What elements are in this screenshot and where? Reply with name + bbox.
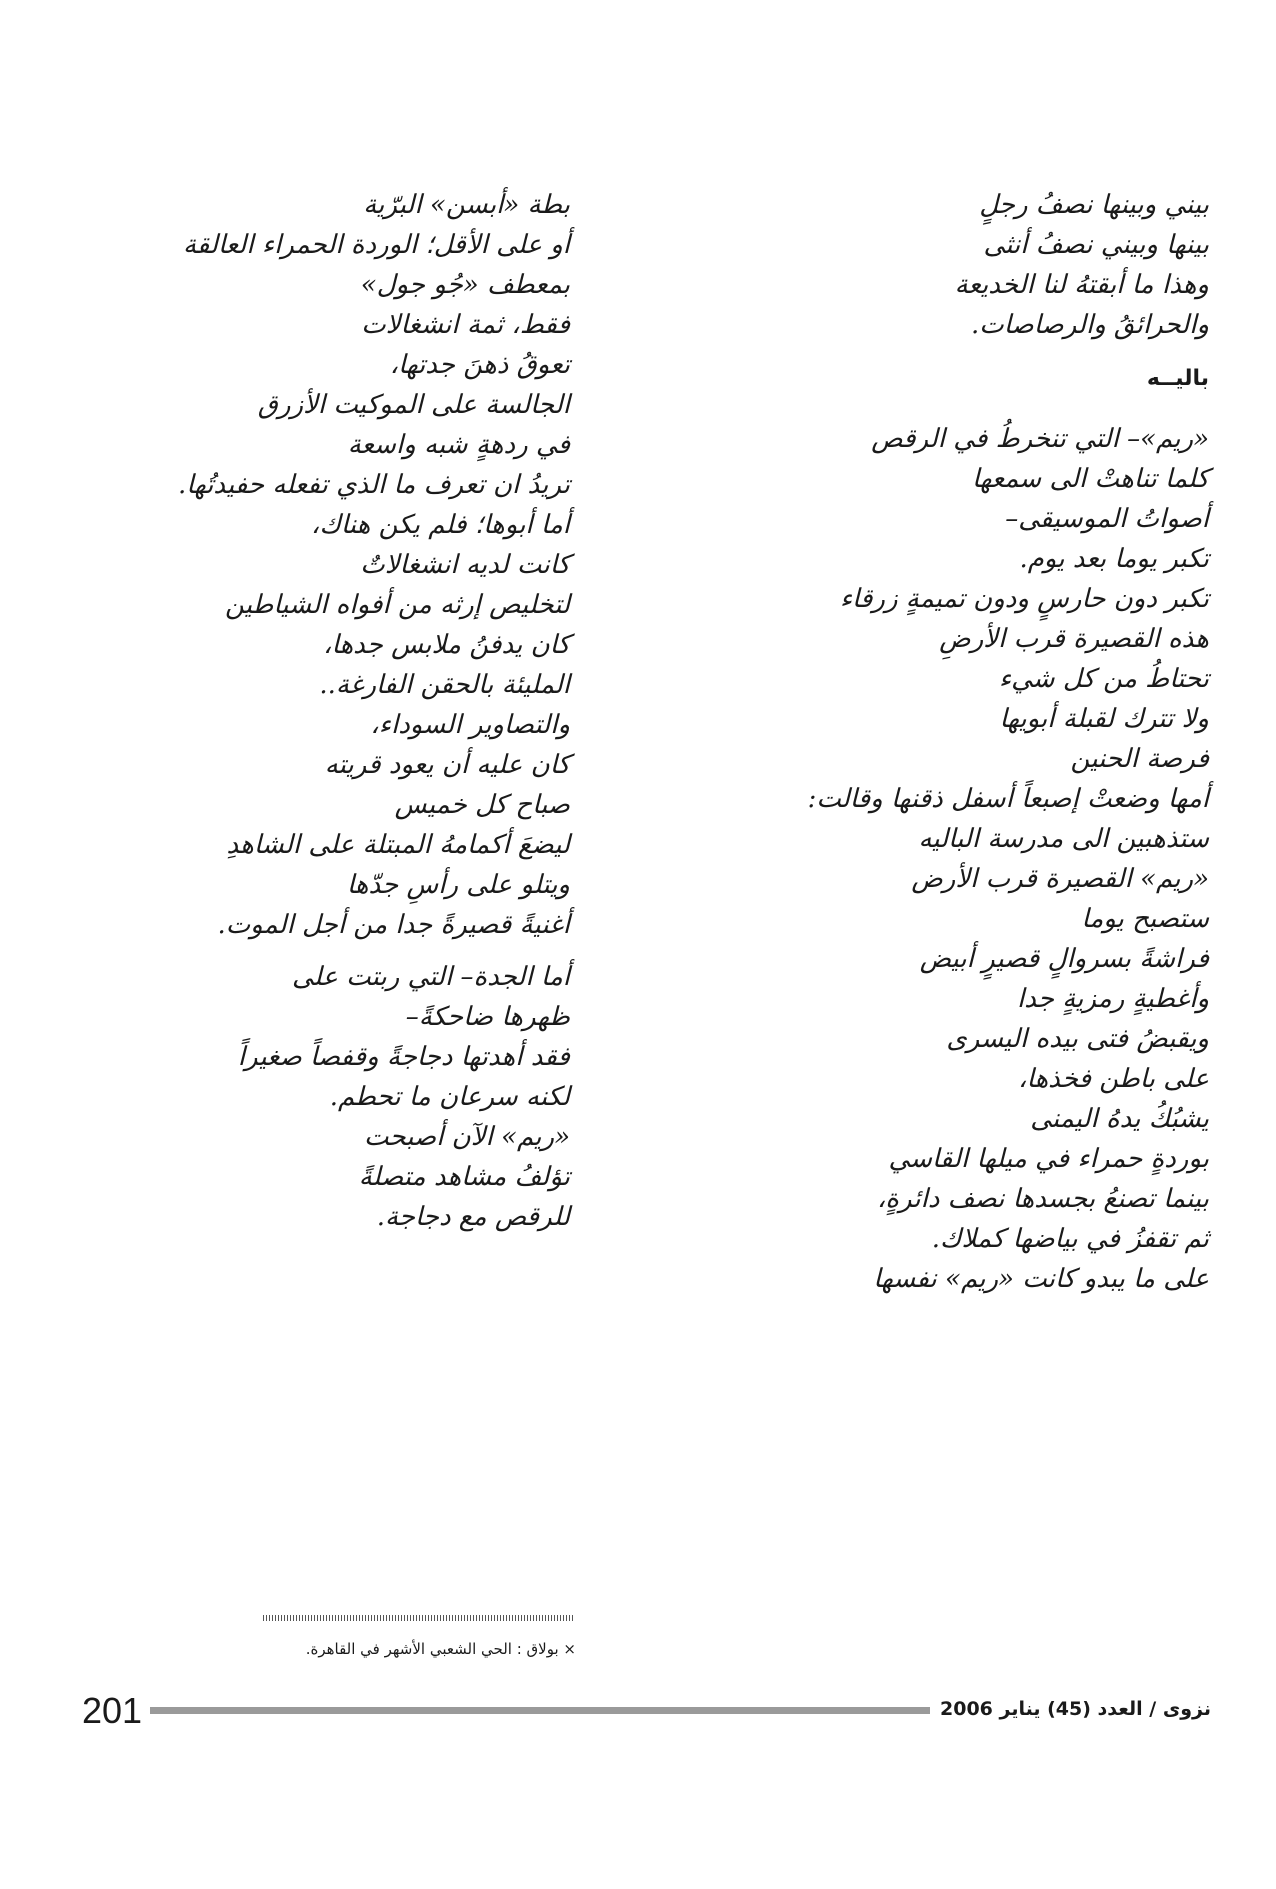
poem-line: بينما تصنعُ بجسدها نصف دائرةٍ، xyxy=(877,1184,1209,1214)
poem-line: «ريم»– التي تنخرطُ في الرقص xyxy=(871,424,1209,454)
poem-line: في ردهةٍ شبه واسعة xyxy=(347,430,570,460)
poem-line: على ما يبدو كانت «ريم» نفسها xyxy=(873,1264,1209,1294)
poem-line: ستصبح يوما xyxy=(1081,904,1209,934)
stanza-gap xyxy=(10,945,570,957)
poem-line: فراشةً بسروالٍ قصيرٍ أبيض xyxy=(919,944,1209,974)
poem-line: فقد أهدتها دجاجةً وقفصاً صغيراً xyxy=(237,1042,570,1072)
poem-left-column xyxy=(10,185,570,1237)
poem-line: كان عليه أن يعود قريته xyxy=(324,750,570,780)
poem-line: بوردةٍ حمراء في ميلها القاسي xyxy=(888,1144,1209,1174)
issue-info: نزوى / العدد (45) يناير 2006 xyxy=(940,1698,1211,1720)
poem-line: تحتاطُ من كل شيء xyxy=(998,664,1209,694)
poem-line: والحرائقُ والرصاصات. xyxy=(970,310,1209,340)
poem-line: تريدُ ان تعرف ما الذي تفعله حفيدتُها. xyxy=(177,470,570,500)
poem-line: ويتلو على رأسِ جدّها xyxy=(346,870,570,900)
poem-line: تعوقُ ذهنَ جدتها، xyxy=(389,350,570,380)
footer-rule xyxy=(150,1707,930,1714)
poem-line: لتخليص إرثه من أفواه الشياطين xyxy=(225,590,570,620)
poem-line: أمها وضعتْ إصبعاً أسفل ذقنها وقالت: xyxy=(807,784,1209,814)
poem-line: الجالسة على الموكيت الأزرق xyxy=(257,390,570,420)
poem-line: وأغطيةٍ رمزيةٍ جدا xyxy=(1017,984,1209,1014)
poem-line: ولا تترك لقبلة أبويها xyxy=(999,704,1209,734)
poem-line: فرصة الحنين xyxy=(1070,744,1209,774)
poem-line: ظهرها ضاحكةً– xyxy=(405,1002,570,1032)
footnote: × بولاق : الحي الشعبي الأشهر في القاهرة. xyxy=(305,1640,576,1658)
poem-line: ليضعَ أكمامهُ المبتلة على الشاهدِ xyxy=(226,830,570,860)
poem-line: وهذا ما أبقتهُ لنا الخديعة xyxy=(954,270,1209,300)
poem-line: يشبُكُ يدهُ اليمنى xyxy=(1030,1104,1209,1134)
section-heading: باليــه xyxy=(1146,366,1209,391)
footnote-divider xyxy=(263,1615,575,1621)
poem-line: كان يدفنُ ملابس جدها، xyxy=(323,630,570,660)
poem-line: كانت لديه انشغالاتٌ xyxy=(360,550,570,580)
poem-line: أغنيةً قصيرةً جدا من أجل الموت. xyxy=(217,910,570,940)
poem-line: ثم تقفزُ في بياضها كملاك. xyxy=(931,1224,1209,1254)
page-number: 201 xyxy=(82,1690,143,1731)
poem-line: أما الجدة– التي ربتت على xyxy=(292,962,570,992)
poem-line: تكبر دون حارسٍ ودون تميمةٍ زرقاء xyxy=(839,584,1209,614)
poem-line: أما أبوها؛ فلم يكن هناك، xyxy=(311,510,570,540)
poem-line: المليئة بالحقن الفارغة.. xyxy=(319,670,570,700)
poem-line: تكبر يوما بعد يوم. xyxy=(1019,544,1209,574)
poem-line: فقط، ثمة انشغالات xyxy=(361,310,570,340)
poem-line: صباح كل خميس xyxy=(394,790,570,820)
poem-line: «ريم» الآن أصبحت xyxy=(363,1122,570,1152)
poem-right-column xyxy=(649,185,1209,1299)
poem-line: أصواتُ الموسيقى– xyxy=(1005,504,1209,534)
poem-line: ستذهبين الى مدرسة الباليه xyxy=(918,824,1209,854)
poem-line: بيني وبينها نصفُ رجلٍ xyxy=(979,190,1209,220)
poem-line: بينها وبيني نصفُ أنثى xyxy=(983,230,1209,260)
poem-line: بطة «أبسن» البرّية xyxy=(363,190,570,220)
poem-line: للرقص مع دجاجة. xyxy=(376,1202,570,1232)
poem-line: هذه القصيرة قرب الأرضِ xyxy=(939,624,1209,654)
poem-line: «ريم» القصيرة قرب الأرض xyxy=(911,864,1209,894)
poem-line: على باطن فخذها، xyxy=(1018,1064,1209,1094)
poem-line: كلما تناهتْ الى سمعها xyxy=(971,464,1209,494)
poem-line: لكنه سرعان ما تحطم. xyxy=(329,1082,570,1112)
poem-line: تؤلفُ مشاهد متصلةً xyxy=(358,1162,570,1192)
poem-line: أو على الأقل؛ الوردة الحمراء العالقة xyxy=(182,230,570,260)
poem-line: ويقبضُ فتى بيده اليسرى xyxy=(946,1024,1209,1054)
poem-line: والتصاوير السوداء، xyxy=(370,710,570,740)
poem-line: بمعطف «جُو جول» xyxy=(360,270,570,300)
